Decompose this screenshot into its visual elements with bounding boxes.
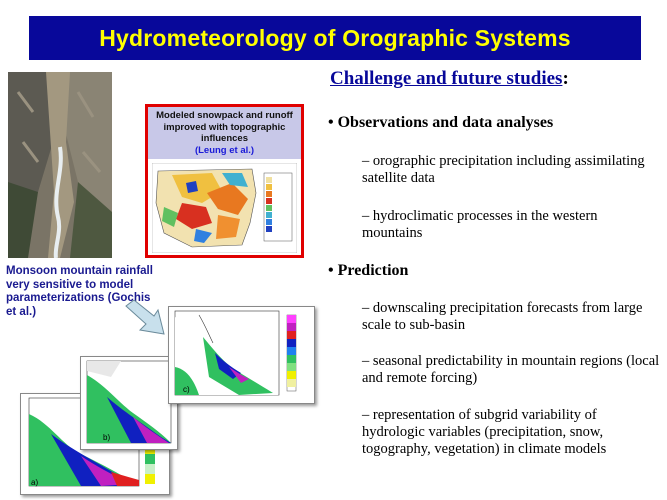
panel-label-b: b) [103,433,111,442]
item-seasonal: – seasonal predictability in mountain regions (local and remote forcing) [362,353,660,386]
snowpack-text: Modeled snowpack and runoff improved with topographic influences [156,110,293,144]
canyon-photo [8,72,112,258]
snowpack-citation: (Leung et al.) [194,144,255,156]
title-bar [29,16,641,60]
snowpack-map [152,163,297,253]
snowpack-caption [148,107,301,159]
precip-map-c [168,306,315,404]
precip-map-b [80,356,178,450]
heading-text: Challenge and future studies [330,68,563,89]
item-subgrid: – representation of subgrid variability of hydrologic variables (precipitation, snow, togography, vegetation) in climate models [362,407,607,457]
item-orographic-precip: – orographic precipitation including assimilating satellite data [362,153,645,186]
item-hydroclimatic: – hydroclimatic processes in the western mountains [362,208,598,241]
item-downscaling: – downscaling precipitation forecasts from large scale to sub-basin [362,300,643,333]
slide-title: Hydrometeorology of Orographic Systems [99,24,571,51]
panel-label-c: c) [183,385,190,394]
heading-colon: : [562,68,569,89]
bullet-observations: • Observations and data analyses [328,114,554,131]
panel-label-a: a) [31,478,39,487]
pointer-arrow-icon [124,300,170,340]
monsoon-caption: Monsoon mountain rainfall very sensitive to model parameterizations (Gochis et al.) [6,265,153,318]
bullet-prediction: • Prediction [328,262,409,279]
section-heading [330,68,569,90]
snowpack-figure-box [145,104,304,258]
